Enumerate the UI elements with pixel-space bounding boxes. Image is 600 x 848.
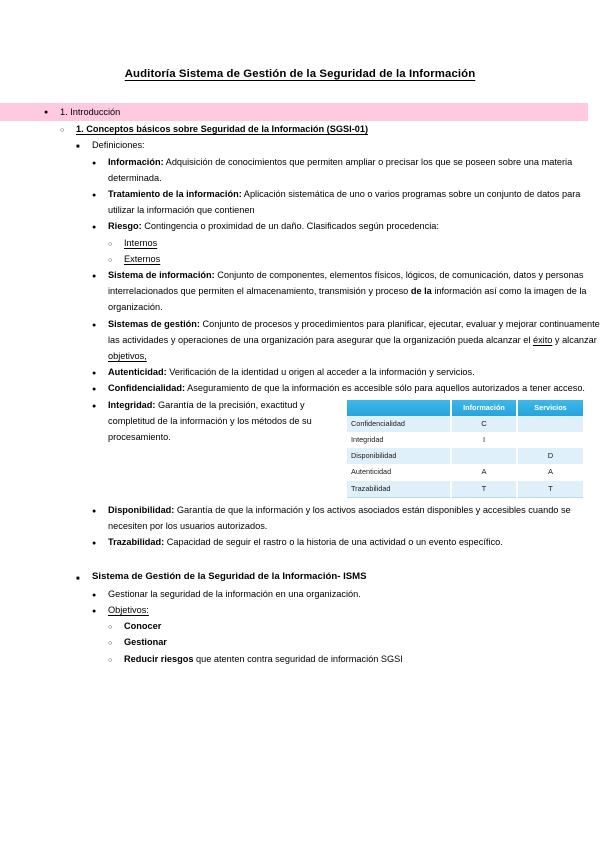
table-header-servicios: Servicios	[517, 400, 583, 416]
page-title: Auditoría Sistema de Gestión de la Seguridad de la Información	[124, 68, 476, 80]
riesgo-internos-label: Internos	[124, 237, 158, 248]
document-outline	[0, 103, 600, 667]
bullet-disc-icon	[92, 534, 106, 552]
bullet-disc-icon	[44, 103, 58, 121]
term-sistemas-gestion: Sistemas de gestión:	[108, 318, 200, 329]
objetivo-conocer	[108, 618, 600, 634]
objetivo-conocer-term: Conocer	[124, 621, 162, 632]
cell-autenticidad-informacion: A	[451, 464, 517, 480]
bullet-circle-icon	[108, 651, 122, 669]
definition-disponibilidad	[92, 502, 600, 534]
row-label-trazabilidad: Trazabilidad	[347, 481, 451, 498]
bullet-circle-icon	[60, 121, 74, 139]
term-integridad: Integridad:	[108, 399, 156, 410]
outline-item-isms	[76, 569, 600, 666]
cell-integridad-servicios	[517, 432, 583, 448]
term-informacion: Información:	[108, 156, 164, 167]
text-sistemas-gestion-2: y alcanzar	[552, 334, 597, 345]
text-trazabilidad: Capacidad de seguir el rastro o la historia de una actividad o un evento específico.	[164, 537, 503, 548]
text-informacion: Adquisición de conocimientos que permiten ampliar o precisar los que se poseen sobre una materia determinada.	[108, 156, 573, 183]
section-label-conceptos: 1. Conceptos básicos sobre Seguridad de la Información (SGSI-01)	[76, 124, 369, 135]
cell-trazabilidad-informacion: T	[451, 481, 517, 498]
bullet-disc-icon	[92, 186, 106, 204]
text-confidencialidad: Aseguramiento de que la información es accesible sólo para aquellos autorizados a tener acceso.	[185, 383, 585, 394]
bullet-disc-icon	[92, 218, 106, 236]
term-autenticidad: Autenticidad:	[108, 367, 167, 378]
cia-matrix-table	[347, 400, 583, 498]
table-row	[347, 464, 583, 480]
table-header-informacion: Información	[451, 400, 517, 416]
text-sistema-informacion-bold: de la	[410, 286, 432, 297]
text-sistemas-gestion-1: Conjunto de procesos y procedimientos para planificar, ejecutar, evaluar y mejorar continuamente las actividades y operaciones de una organización para asegurar que la organización pueda alcanzar el	[108, 318, 600, 345]
table-header-row	[347, 400, 583, 416]
definition-confidencialidad	[92, 380, 600, 396]
table-row	[347, 481, 583, 498]
highlight-band	[0, 103, 588, 121]
text-sistemas-gestion-exito: éxito	[532, 334, 553, 345]
row-label-confidencialidad: Confidencialidad	[347, 416, 451, 432]
outline-level-1	[0, 103, 600, 667]
definition-sistemas-gestion	[92, 316, 600, 365]
bullet-disc-icon	[92, 502, 106, 520]
text-integridad: Garantía de la precisión, exactitud y completitud de la información y los métodos de su procesamiento.	[108, 399, 312, 443]
outline-item-conceptos	[60, 121, 600, 667]
table-header-blank	[347, 400, 451, 416]
table-row	[347, 432, 583, 448]
bullet-disc-icon	[92, 602, 106, 620]
text-tratamiento: Aplicación sistemática de uno o varios programas sobre un conjunto de datos para utilizar la información que contienen	[108, 189, 581, 216]
term-riesgo: Riesgo:	[108, 221, 142, 232]
cell-confidencialidad-servicios	[517, 416, 583, 432]
text-sistema-informacion-2: información así como la imagen de la organización.	[108, 286, 587, 313]
riesgo-externos	[108, 251, 600, 267]
outline-level-4	[92, 154, 600, 551]
isms-heading: Sistema de Gestión de la Seguridad de la Información- ISMS	[92, 571, 367, 583]
objetivo-gestionar	[108, 634, 600, 650]
row-label-disponibilidad: Disponibilidad	[347, 448, 451, 464]
objetivos-list	[108, 618, 600, 667]
text-sistemas-gestion-objetivos: objetivos,	[108, 351, 147, 362]
objetivo-reducir-term: Reducir riesgos	[124, 653, 194, 664]
riesgo-externos-label: Externos	[124, 253, 161, 264]
cell-disponibilidad-informacion	[451, 448, 517, 464]
text-autenticidad: Verificación de la identidad u origen al acceder a la información y servicios.	[166, 367, 475, 378]
term-disponibilidad: Disponibilidad:	[108, 504, 175, 515]
term-confidencialidad: Confidencialidad:	[108, 383, 186, 394]
text-sistema-informacion-1: Conjunto de componentes, elementos físicos, lógicos, de comunicación, datos y personas interrelacionados que permiten el almacenamiento, transmisión y proceso	[108, 270, 584, 297]
term-sistema-informacion: Sistema de información:	[108, 270, 215, 281]
definition-tratamiento	[92, 186, 600, 218]
objetivo-gestionar-term: Gestionar	[124, 637, 167, 648]
isms-bullet-gestionar	[92, 586, 600, 602]
definition-integridad	[92, 397, 600, 502]
bullet-square-icon	[76, 569, 90, 587]
row-label-autenticidad: Autenticidad	[347, 464, 451, 480]
cell-confidencialidad-informacion: C	[451, 416, 517, 432]
isms-bullet-1-text: Gestionar la seguridad de la información en una organización.	[108, 588, 361, 599]
objetivo-reducir-riesgos	[108, 651, 600, 667]
definition-sistema-informacion	[92, 267, 600, 316]
riesgo-internos	[108, 235, 600, 251]
bullet-disc-icon	[92, 316, 106, 334]
bullet-disc-icon	[92, 267, 106, 285]
bullet-disc-icon	[92, 397, 106, 415]
term-tratamiento: Tratamiento de la información:	[108, 189, 242, 200]
cell-trazabilidad-servicios: T	[517, 481, 583, 498]
definition-autenticidad	[92, 364, 600, 380]
outline-level-5	[108, 235, 600, 267]
outline-level-2	[60, 121, 600, 667]
section-label-introduccion: 1. Introducción	[60, 107, 121, 117]
cell-integridad-informacion: I	[451, 432, 517, 448]
outline-item-introduccion	[44, 103, 600, 667]
bullet-square-icon	[76, 137, 90, 155]
isms-bullet-objetivos	[92, 602, 600, 667]
definitions-label: Definiciones:	[92, 140, 145, 151]
objetivos-label: Objetivos:	[108, 604, 149, 615]
table-row	[347, 416, 583, 432]
isms-sublist	[92, 586, 600, 667]
text-disponibilidad: Garantía de que la información y los activos asociados están disponibles y accesibles cuando se necesiten por los usuarios autorizados.	[108, 504, 571, 532]
section-spacer	[76, 550, 600, 569]
outline-item-definiciones	[76, 137, 600, 550]
outline-level-3	[76, 137, 600, 666]
definition-trazabilidad	[92, 534, 600, 550]
row-label-integridad: Integridad	[347, 432, 451, 448]
cell-autenticidad-servicios: A	[517, 464, 583, 480]
objetivo-reducir-rest: que atenten contra seguridad de información SGSI	[193, 653, 403, 664]
cell-disponibilidad-servicios: D	[517, 448, 583, 464]
bullet-disc-icon	[92, 154, 106, 172]
definition-informacion	[92, 154, 600, 186]
table-row	[347, 448, 583, 464]
term-trazabilidad: Trazabilidad:	[108, 537, 165, 548]
text-riesgo: Contingencia o proximidad de un daño. Clasificados según procedencia:	[141, 221, 439, 232]
definition-riesgo	[92, 218, 600, 267]
